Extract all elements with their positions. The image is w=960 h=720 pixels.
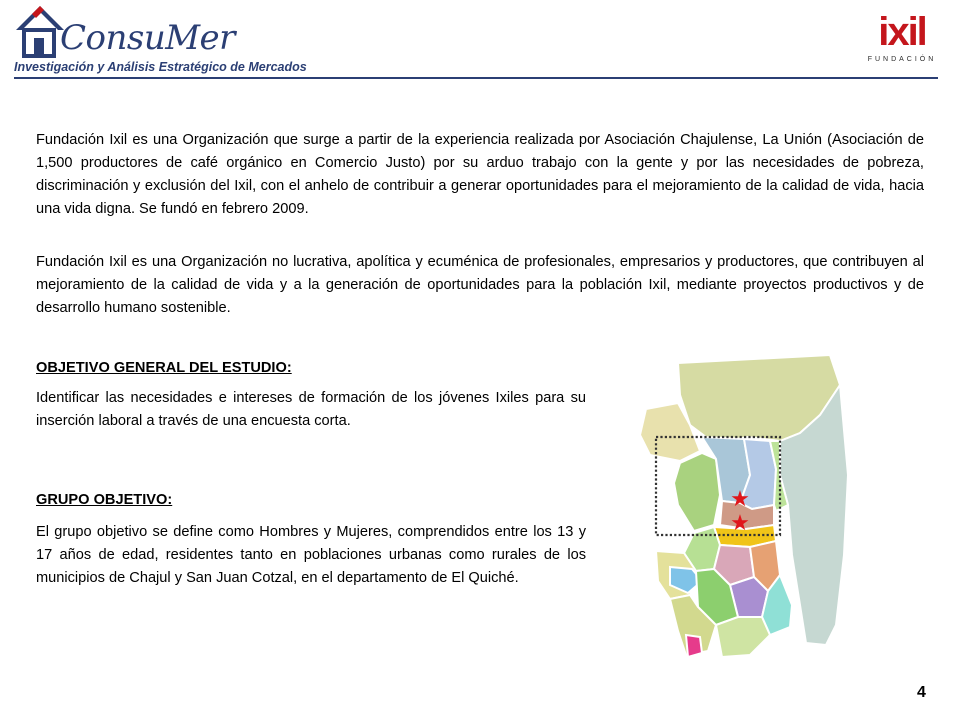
consumer-logo-tagline: Investigación y Análisis Estratégico de Mercados: [14, 60, 307, 74]
page-number: 4: [917, 684, 926, 701]
target-group-text: El grupo objetivo se define como Hombres y Mujeres, comprendidos entre los 13 y 17 años de edad, residentes tanto en poblaciones urbanas como rurales de los municipios de Chajul y San Juan Cotzal, en el departamento de El Quiché.: [36, 524, 586, 586]
objective-heading: OBJETIVO GENERAL DEL ESTUDIO:: [36, 360, 292, 376]
consumer-logo-name: ConsuMer: [60, 18, 235, 58]
intro-paragraph-1: Fundación Ixil es una Organización que surge a partir de la experiencia realizada por Asociación Chajulense, La Unión (Asociación de 1,500 productores de café orgánico en Comercio Justo) por su arduo trabajo con la gente y por las necesidades de pobreza, discriminación y exclusión del Ixil, con el anhelo de contribuir a generar oportunidades para el mejoramiento de la calidad de vida, hacia una vida digna. Se fundó en febrero 2009.: [36, 132, 924, 217]
fundacion-ixil-logo: [862, 10, 942, 72]
ixil-logo-sub: FUNDACIÓN: [867, 56, 937, 63]
map-region-magenta: [686, 635, 702, 657]
cotzal-star-icon: ★: [730, 510, 750, 535]
ixil-logo-word: ixil: [878, 10, 926, 54]
chajul-star-icon: ★: [730, 486, 750, 511]
header-divider: [14, 77, 938, 79]
quiche-region-map: [630, 355, 848, 665]
map-region-south: [716, 617, 770, 657]
target-group-heading: GRUPO OBJETIVO:: [36, 492, 173, 508]
objective-text: Identificar las necesidades e intereses de formación de los jóvenes Ixiles para su inserción laboral a través de una encuesta corta.: [36, 390, 586, 429]
consumer-logo: [10, 0, 307, 80]
map-region-left-green: [674, 453, 720, 531]
intro-paragraph-2: Fundación Ixil es una Organización no lucrativa, apolítica y ecuménica de profesionales, empresarios y productores, que contribuyen al mejoramiento de la calidad de vida y a la generación de oportunidades para la población Ixil, mediante proyectos productivos y de desarrollo humano sostenible.: [36, 254, 924, 316]
